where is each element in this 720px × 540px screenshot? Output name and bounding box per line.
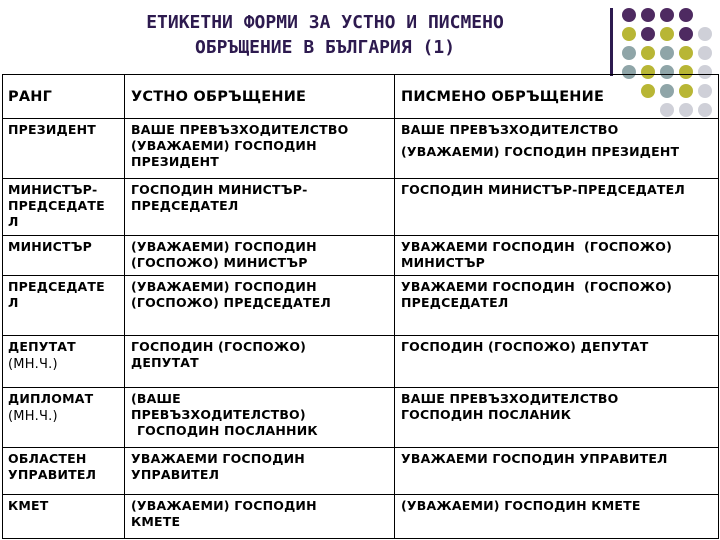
header-oral: УСТНО ОБРЪЩЕНИЕ [125,75,395,119]
written-line: ПРЕДСЕДАТЕЛ [401,295,509,310]
rank-text: Л [8,295,19,310]
oral-line: ГОСПОДИН МИНИСТЪР- [131,182,308,197]
rank-text: ПРЕДСЕДАТЕ [8,198,105,213]
written-line: ГОСПОДИН (ГОСПОЖО) ДЕПУТАТ [401,339,649,354]
oral-line: УВАЖАЕМИ ГОСПОДИН [131,451,305,466]
written-line: ВАШЕ ПРЕВЪЗХОДИТЕЛСТВО [401,391,619,406]
written-line: (УВАЖАЕМИ) ГОСПОДИН КМЕТЕ [401,498,641,513]
table-header-row [3,75,719,119]
oral-line: (УВАЖАЕМИ) ГОСПОДИН [131,498,317,513]
rank-cell [3,276,125,336]
rank-cell [3,336,125,388]
oral-cell [125,388,395,448]
oral-line: ГОСПОДИН ПОСЛАННИК [137,423,318,438]
oral-line: (ГОСПОЖО) МИНИСТЪР [131,255,308,270]
written-cell [395,179,719,236]
slide-title [40,10,610,60]
table-row [3,388,719,448]
decorative-dot [660,46,674,60]
oral-line: (УВАЖАЕМИ) ГОСПОДИН [131,279,317,294]
table-row [3,448,719,495]
written-cell [395,495,719,539]
rank-text: ОБЛАСТЕН [8,451,87,466]
decorative-dot [679,8,693,22]
oral-line: КМЕТЕ [131,514,181,529]
written-line: ВАШЕ ПРЕВЪЗХОДИТЕЛСТВО [401,122,619,137]
oral-line: ПРЕВЪЗХОДИТЕЛСТВО) [131,407,306,422]
table-row [3,276,719,336]
rank-cell [3,236,125,276]
written-cell [395,448,719,495]
oral-line: ДЕПУТАТ [131,355,199,370]
decorative-dot [660,8,674,22]
header-written: ПИСМЕНО ОБРЪЩЕНИЕ [395,75,719,119]
written-line: МИНИСТЪР [401,255,486,270]
oral-line: ГОСПОДИН (ГОСПОЖО) [131,339,307,354]
etiquette-table [2,74,719,539]
title-line-1: ЕТИКЕТНИ ФОРМИ ЗА УСТНО И ПИСМЕНО [146,12,504,33]
decorative-dot [641,8,655,22]
rank-note: (МН.Ч.) [8,409,58,424]
written-cell [395,336,719,388]
rank-text: МИНИСТЪР [8,239,93,254]
written-line: (УВАЖАЕМИ) ГОСПОДИН ПРЕЗИДЕНТ [401,144,680,159]
decorative-vertical-line [610,8,613,76]
decorative-dot [698,27,712,41]
rank-text: ДЕПУТАТ [8,339,76,354]
written-cell [395,276,719,336]
rank-text: Л [8,214,19,229]
rank-text: ПРЕЗИДЕНТ [8,122,96,137]
oral-cell [125,179,395,236]
rank-cell [3,495,125,539]
decorative-dot [679,46,693,60]
rank-text: ДИПЛОМАТ [8,391,94,406]
oral-cell [125,119,395,179]
rank-text: ПРЕДСЕДАТЕ [8,279,105,294]
decorative-dot [660,27,674,41]
written-cell [395,388,719,448]
rank-text: КМЕТ [8,498,49,513]
table-row [3,236,719,276]
oral-line: ПРЕДСЕДАТЕЛ [131,198,239,213]
rank-text: МИНИСТЪР- [8,182,98,197]
written-line: УВАЖАЕМИ ГОСПОДИН УПРАВИТЕЛ [401,451,668,466]
oral-line: (ГОСПОЖО) ПРЕДСЕДАТЕЛ [131,295,332,310]
decorative-dot [622,27,636,41]
oral-line: УПРАВИТЕЛ [131,467,220,482]
oral-cell [125,495,395,539]
written-line: ГОСПОДИН ПОСЛАНИК [401,407,572,422]
decorative-dot [679,27,693,41]
oral-cell [125,336,395,388]
oral-line: (УВАЖАЕМИ) ГОСПОДИН [131,138,317,153]
written-line: УВАЖАЕМИ ГОСПОДИН (ГОСПОЖО) [401,239,673,254]
decorative-dot [641,27,655,41]
oral-cell [125,448,395,495]
decorative-dot [641,46,655,60]
written-cell [395,119,719,179]
written-line: ГОСПОДИН МИНИСТЪР-ПРЕДСЕДАТЕЛ [401,182,685,197]
oral-cell [125,276,395,336]
rank-text: УПРАВИТЕЛ [8,467,97,482]
decorative-dot [622,46,636,60]
table-row [3,119,719,179]
header-rank: РАНГ [3,75,125,119]
title-line-2: ОБРЪЩЕНИЕ В БЪЛГАРИЯ (1) [194,37,456,58]
table-row [3,336,719,388]
oral-line: (ВАШЕ [131,391,181,406]
rank-cell [3,448,125,495]
oral-line: (УВАЖАЕМИ) ГОСПОДИН [131,239,317,254]
decorative-dot [698,46,712,60]
written-line: УВАЖАЕМИ ГОСПОДИН (ГОСПОЖО) [401,279,673,294]
rank-note: (МН.Ч.) [8,357,58,372]
rank-cell [3,388,125,448]
oral-cell [125,236,395,276]
rank-cell [3,179,125,236]
oral-line: ВАШЕ ПРЕВЪЗХОДИТЕЛСТВО [131,122,349,137]
written-cell [395,236,719,276]
oral-line: ПРЕЗИДЕНТ [131,154,219,169]
decorative-dot [622,8,636,22]
table-row [3,495,719,539]
rank-cell [3,119,125,179]
table-row [3,179,719,236]
